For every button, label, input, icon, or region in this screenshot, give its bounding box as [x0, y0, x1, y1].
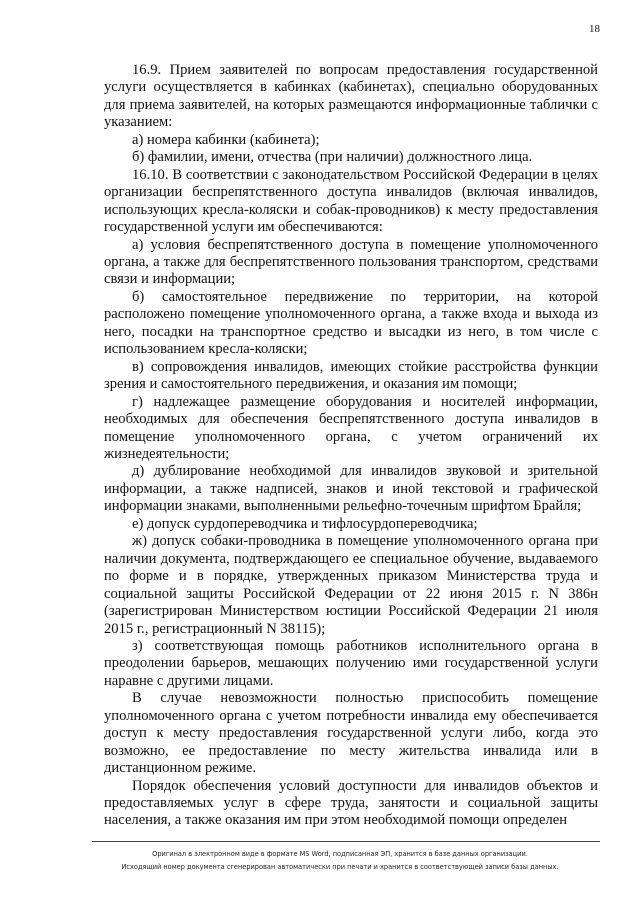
paragraph-16-9-a: а) номера кабинки (кабинета); — [132, 131, 320, 148]
paragraph-16-10-b: б) самостоятельное передвижение по территории, на которой расположено помещение уполномоченного органа, а также входа и выхода из него, посадки на транспортное средство и высадки из него, в том числе с использованием кресла-коляски; — [104, 288, 598, 358]
page-number: 18 — [589, 23, 600, 35]
paragraph-16-10-e: е) допуск сурдопереводчика и тифлосурдопереводчика; — [132, 515, 478, 532]
footer-number-note: Исходящий номер документа сгенерирован автоматически при печати и хранится в соответствующей записи базы данных. — [121, 863, 559, 871]
paragraph-16-10-v: в) сопровождения инвалидов, имеющих стойкие расстройства функции зрения и самостоятельного передвижения, и оказания им помощи; — [104, 358, 598, 393]
paragraph-accessibility-order: Порядок обеспечения условий доступности для инвалидов объектов и предоставляемых услуг в сфере труда, занятости и социальной защиты населения, а также оказания им при этом необходимой помощи определен — [104, 777, 598, 829]
paragraph-16-10-zh: ж) допуск собаки-проводника в помещение уполномоченного органа при наличии документа, подтверждающего ее специальное обучение, выдаваемого по форме и в порядке, утвержденных приказом Министерства труда и социальной защиты Российской Федерации от 22 июня 2015 г. N 386н (зарегистрирован Министерством юстиции Российской Федерации 21 июля 2015 г., регистрационный N 38115); — [104, 533, 598, 637]
paragraph-16-9-b: б) фамилии, имени, отчества (при наличии) должностного лица. — [132, 149, 533, 166]
paragraph-16-10-d: д) дублирование необходимой для инвалидов звуковой и зрительной информации, а также надписей, знаков и иной текстовой и графической информации знаками, выполненными рельефно-точечным шрифтом Брайля; — [104, 463, 598, 515]
paragraph-16-10-z: з) соответствующая помощь работников исполнительного органа в преодолении барьеров, мешающих получению ими государственной услуги наравне с другими лицами. — [104, 637, 598, 689]
document-body — [104, 62, 598, 830]
paragraph-16-10-a: а) условия беспрепятственного доступа в помещение уполномоченного органа, а также для беспрепятственного пользования транспортом, средствами связи и информации; — [104, 236, 598, 288]
footer-divider — [92, 841, 600, 842]
paragraph-16-10-g: г) надлежащее размещение оборудования и носителей информации, необходимых для обеспечения беспрепятственного доступа инвалидов в помещение уполномоченного органа, с учетом ограничений их жизнедеятельности; — [104, 393, 598, 462]
footer — [60, 848, 620, 874]
paragraph-16-9: 16.9. Прием заявителей по вопросам предоставления государственной услуги осуществляется в кабинках (кабинетах), специально оборудованных для приема заявителей, на которых размещаются информационные таблички с указанием: — [104, 62, 598, 131]
paragraph-impossibility: В случае невозможности полностью приспособить помещение уполномоченного органа с учетом потребности инвалида ему обеспечивается доступ к месту предоставления государственной услуги либо, когда это возможно, ее предоставление по месту жительства инвалида или в дистанционном режиме. — [104, 690, 598, 777]
footer-original-note: Оригинал в электронном виде в формате MS Word, подписанная ЭП, хранится в базе данных организации. — [152, 850, 528, 858]
paragraph-16-10: 16.10. В соответствии с законодательством Российской Федерации в целях организации беспрепятственного доступа инвалидов (включая инвалидов, использующих кресла-коляски и собак-проводников) к месту предоставления государственной услуги им обеспечиваются: — [104, 166, 598, 236]
